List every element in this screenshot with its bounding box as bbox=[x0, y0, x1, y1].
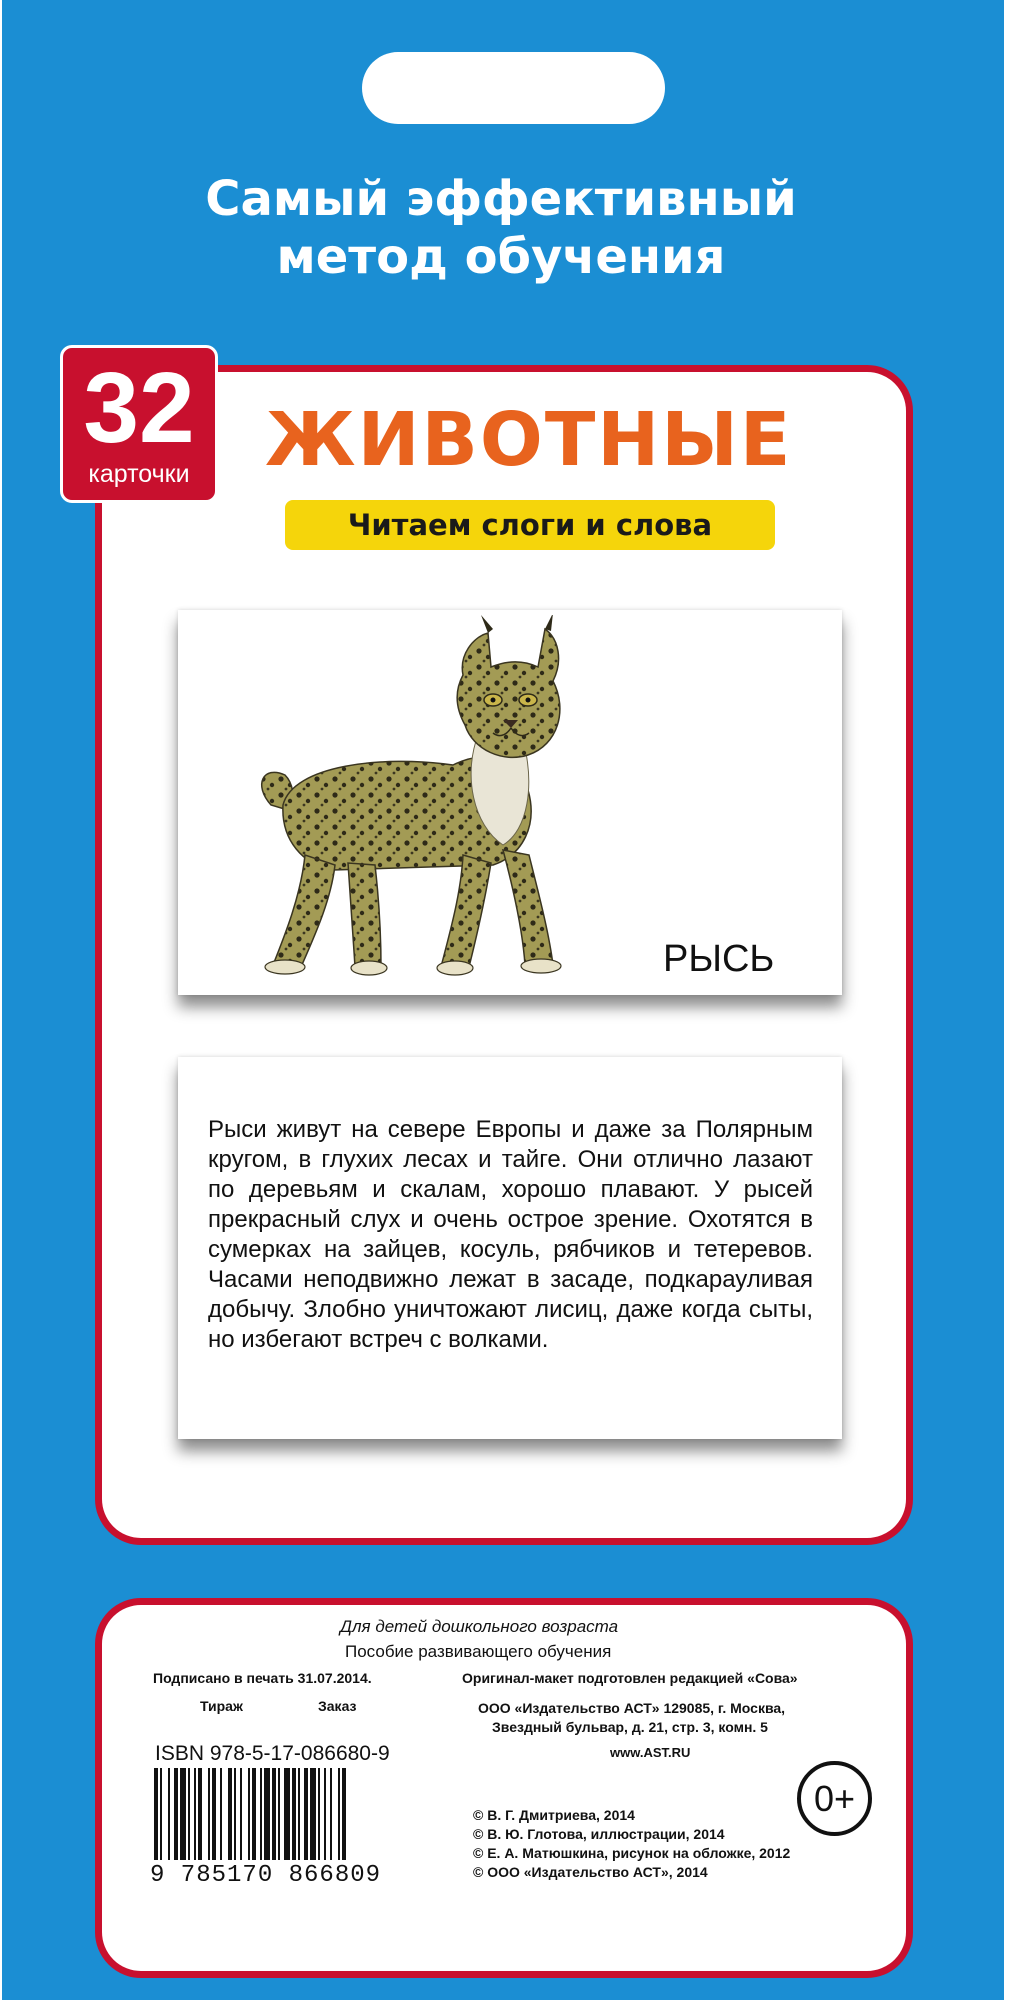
card-count-badge bbox=[60, 345, 218, 503]
lynx-illustration bbox=[223, 615, 623, 995]
description-card bbox=[178, 1057, 842, 1439]
copyright-line-3: © Е. А. Матюшкина, рисунок на обложке, 2012 bbox=[473, 1845, 791, 1861]
slogan bbox=[0, 170, 1002, 286]
layout-note: Оригинал-макет подготовлен редакцией «Сова» bbox=[462, 1670, 798, 1686]
slogan-line-2: метод обучения bbox=[276, 229, 726, 285]
card-count: 32 bbox=[83, 352, 195, 464]
isbn: ISBN 978-5-17-086680-9 bbox=[155, 1742, 390, 1765]
order-label: Заказ bbox=[318, 1698, 357, 1714]
animal-description: Рыси живут на севере Европы и даже за Полярным кругом, в глухих лесах и тайге. Они отлично лазают по деревьям и скалам, хорошо плавают. У рысей прекрасный слух и очень острое зрение. Охотятся в сумерках на зайцев, косуль, рябчиков и тетеревов. Часами неподвижно лежат в засаде, подкарауливая добычу. Злобно уничтожают лисиц, даже когда сыты, но избегают встреч с волками. bbox=[208, 1116, 813, 1353]
animal-name: РЫСЬ bbox=[663, 938, 775, 980]
publisher-address-line-2: Звездный бульвар, д. 21, стр. 3, комн. 5 bbox=[492, 1719, 768, 1735]
copyright-line-4: © ООО «Издательство АСТ», 2014 bbox=[473, 1864, 708, 1880]
signed-date: Подписано в печать 31.07.2014. bbox=[153, 1670, 372, 1686]
print-run-label: Тираж bbox=[200, 1698, 243, 1714]
copyright-line-2: © В. Ю. Глотова, иллюстрации, 2014 bbox=[473, 1826, 725, 1842]
photo-card bbox=[178, 610, 842, 995]
publisher-website: www.AST.RU bbox=[610, 1745, 691, 1760]
product-subtitle: Читаем слоги и слова bbox=[285, 500, 775, 550]
slogan-line-1: Самый эффективный bbox=[205, 171, 797, 227]
manual-note: Пособие развивающего обучения bbox=[345, 1642, 612, 1661]
age-note: Для детей дошкольного возраста bbox=[340, 1617, 619, 1636]
barcode-digits: 9 785170 866809 bbox=[150, 1862, 382, 1889]
barcode bbox=[150, 1768, 420, 1873]
publisher-address-line-1: ООО «Издательство АСТ» 129085, г. Москва, bbox=[478, 1700, 786, 1716]
hang-hole bbox=[362, 52, 665, 124]
card-count-label: карточки bbox=[88, 460, 190, 488]
age-rating-badge: 0+ bbox=[797, 1761, 872, 1836]
copyright-line-1: © В. Г. Дмитриева, 2014 bbox=[473, 1807, 635, 1823]
product-title: ЖИВОТНЫЕ bbox=[265, 397, 793, 483]
